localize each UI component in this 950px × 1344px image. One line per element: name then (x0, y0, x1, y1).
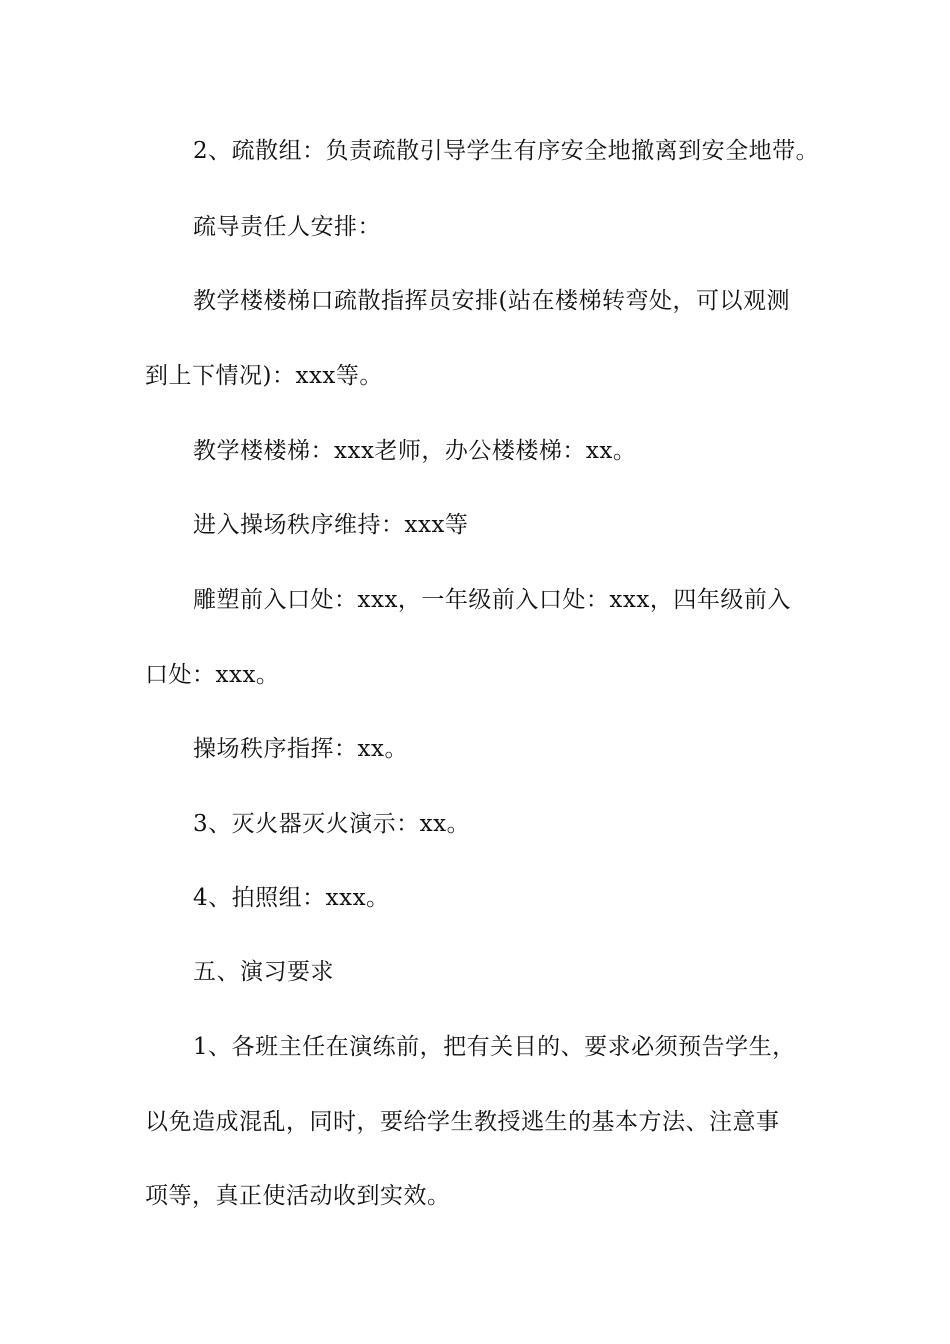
section-heading: 五、演习要求 (193, 959, 334, 985)
text-line: 以免造成混乱，同时，要给学生教授逃生的基本方法、注意事 (145, 1109, 780, 1135)
text-line: 到上下情况)：xxx等。 (145, 363, 383, 389)
text-line: 4、拍照组：xxx。 (193, 885, 390, 911)
text-line: 项等，真正使活动收到实效。 (145, 1183, 451, 1209)
text-line: 进入操场秩序维持：xxx等 (193, 512, 469, 538)
text-line: 教学楼楼梯口疏散指挥员安排(站在楼梯转弯处，可以观测 (193, 288, 790, 314)
text-line: 3、灭火器灭火演示：xx。 (193, 811, 471, 837)
text-line: 雕塑前入口处：xxx，一年级前入口处：xxx，四年级前入 (193, 587, 791, 613)
text-line: 操场秩序指挥：xx。 (193, 736, 408, 762)
text-line: 2、疏散组：负责疏散引导学生有序安全地撤离到安全地带。 (193, 138, 820, 164)
text-line: 疏导责任人安排： (193, 214, 381, 240)
text-line: 教学楼楼梯：xxx老师，办公楼楼梯：xx。 (193, 438, 637, 464)
text-line: 1、各班主任在演练前，把有关目的、要求必须预告学生， (193, 1034, 796, 1060)
text-line: 口处：xxx。 (145, 662, 280, 688)
